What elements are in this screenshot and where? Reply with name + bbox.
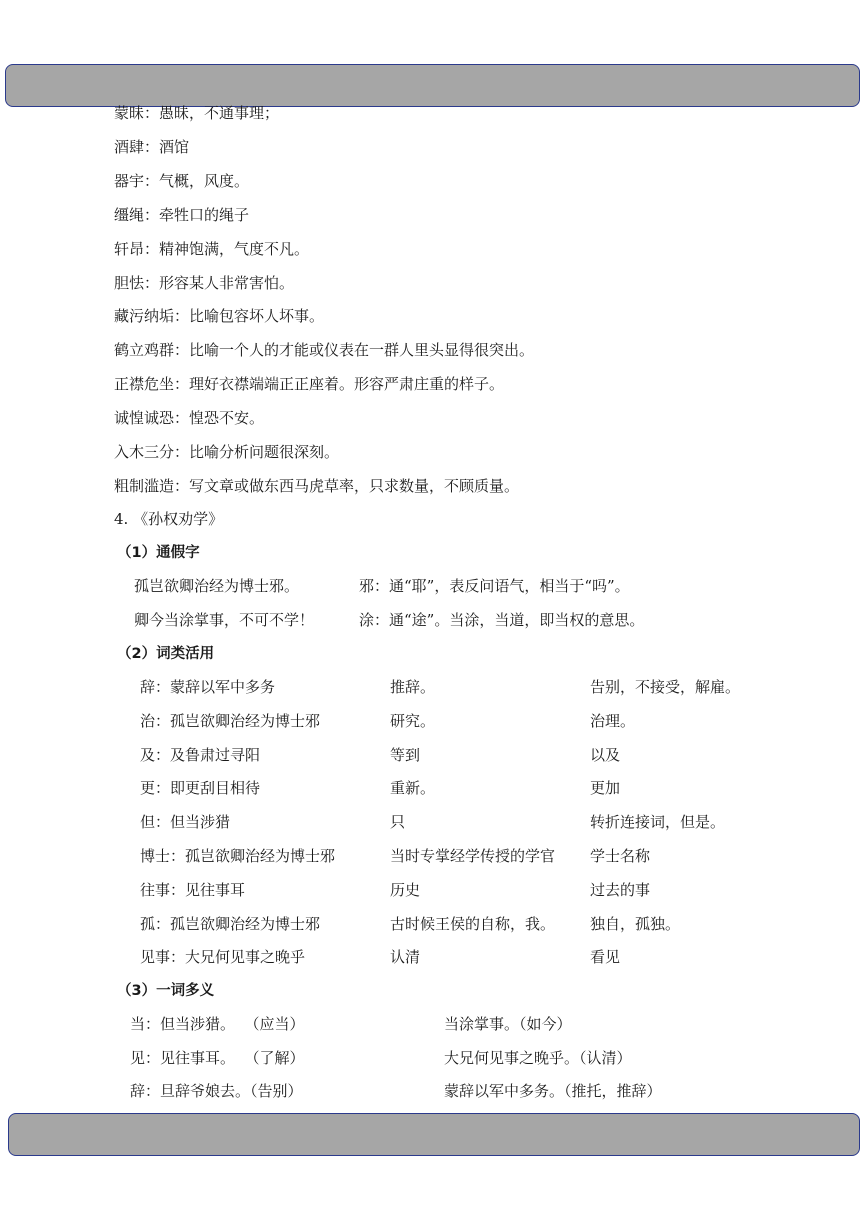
cilei-meaning-1: 只: [390, 813, 406, 832]
cilei-word: 及：及鲁肃过寻阳: [140, 745, 261, 764]
yici-left: 当：但当涉猎。 （应当）: [130, 1015, 305, 1033]
footer-bar: [8, 1113, 860, 1156]
header-bar: [5, 64, 860, 107]
cilei-word: 孤：孤岂欲卿治经为博士邪: [140, 914, 321, 933]
yici-right: 蒙辞以军中多务。（推托，推辞）: [444, 1082, 662, 1100]
cilei-meaning-2: 过去的事: [590, 880, 651, 899]
cilei-word: 往事：见往事耳: [140, 880, 246, 899]
vocab-line: 缰绳：牵牲口的绳子: [114, 205, 250, 224]
cilei-meaning-1: 等到: [390, 745, 421, 764]
vocab-line: 胆怯：形容某人非常害怕。: [114, 273, 295, 292]
cilei-meaning-2: 看见: [590, 948, 621, 967]
vocab-line: 正襟危坐：理好衣襟端端正正座着。形容严肃庄重的样子。: [114, 375, 505, 394]
vocab-line: 轩昂：精神饱满，气度不凡。: [114, 239, 310, 258]
cilei-word: 但：但当涉猎: [140, 813, 231, 832]
tongjia-sentence: 卿今当涂掌事，不可不学！: [134, 610, 315, 629]
vocab-line: 粗制滥造：写文章或做东西马虎草率，只求数量，不顾质量。: [114, 476, 520, 495]
cilei-meaning-1: 历史: [390, 880, 421, 899]
cilei-word: 治：孤岂欲卿治经为博士邪: [140, 711, 321, 730]
cilei-meaning-2: 转折连接词，但是。: [590, 813, 726, 832]
vocab-line: 藏污纳垢：比喻包容坏人坏事。: [114, 307, 325, 326]
section-heading: （3）一词多义: [117, 983, 215, 999]
tongjia-note: 涂：通“途”。当涂，当道，即当权的意思。: [359, 610, 645, 629]
vocab-line: 诚惶诚恐：惶恐不安。: [114, 409, 265, 428]
vocab-line: 入木三分：比喻分析问题很深刻。: [114, 443, 340, 461]
vocab-line: 蒙昧：愚昧，不通事理；: [114, 104, 280, 122]
cilei-meaning-1: 重新。: [390, 779, 436, 798]
tongjia-sentence: 孤岂欲卿治经为博士邪。: [134, 577, 300, 595]
vocab-line: 酒肆：酒馆: [114, 137, 190, 156]
cilei-word: 见事：大兄何见事之晚乎: [140, 948, 306, 967]
yici-left: 见：见往事耳。 （了解）: [130, 1048, 305, 1067]
section-heading: （2）词类活用: [117, 646, 215, 662]
cilei-meaning-2: 治理。: [590, 711, 636, 730]
cilei-meaning-2: 告别，不接受，解雇。: [590, 678, 741, 696]
vocab-line: 鹤立鸡群：比喻一个人的才能或仪表在一群人里头显得很突出。: [114, 341, 535, 360]
yici-right: 大兄何见事之晚乎。（认清）: [444, 1048, 632, 1067]
cilei-meaning-1: 研究。: [390, 711, 436, 730]
cilei-word: 更：即更刮目相待: [140, 779, 261, 798]
tongjia-note: 邪：通“耶”，表反问语气，相当于“吗”。: [359, 577, 630, 595]
cilei-meaning-2: 独自，孤独。: [590, 914, 681, 933]
cilei-word: 博士：孤岂欲卿治经为博士邪: [140, 847, 336, 865]
cilei-meaning-2: 学士名称: [590, 847, 651, 865]
cilei-word: 辞：蒙辞以军中多务: [140, 678, 276, 696]
section-heading: （1）通假字: [117, 545, 200, 561]
cilei-meaning-1: 当时专掌经学传授的学官: [390, 847, 556, 865]
yici-right: 当涂掌事。（如今）: [444, 1015, 572, 1033]
cilei-meaning-1: 认清: [390, 948, 421, 967]
cilei-meaning-2: 更加: [590, 779, 621, 798]
cilei-meaning-1: 推辞。: [390, 678, 436, 696]
vocab-line: 器宇：气概，风度。: [114, 171, 250, 190]
cilei-meaning-1: 古时候王侯的自称，我。: [390, 914, 556, 933]
section-title: 4. 《孙权劝学》: [114, 510, 224, 528]
yici-left: 辞：旦辞爷娘去。（告别）: [130, 1082, 303, 1100]
cilei-meaning-2: 以及: [590, 745, 621, 764]
